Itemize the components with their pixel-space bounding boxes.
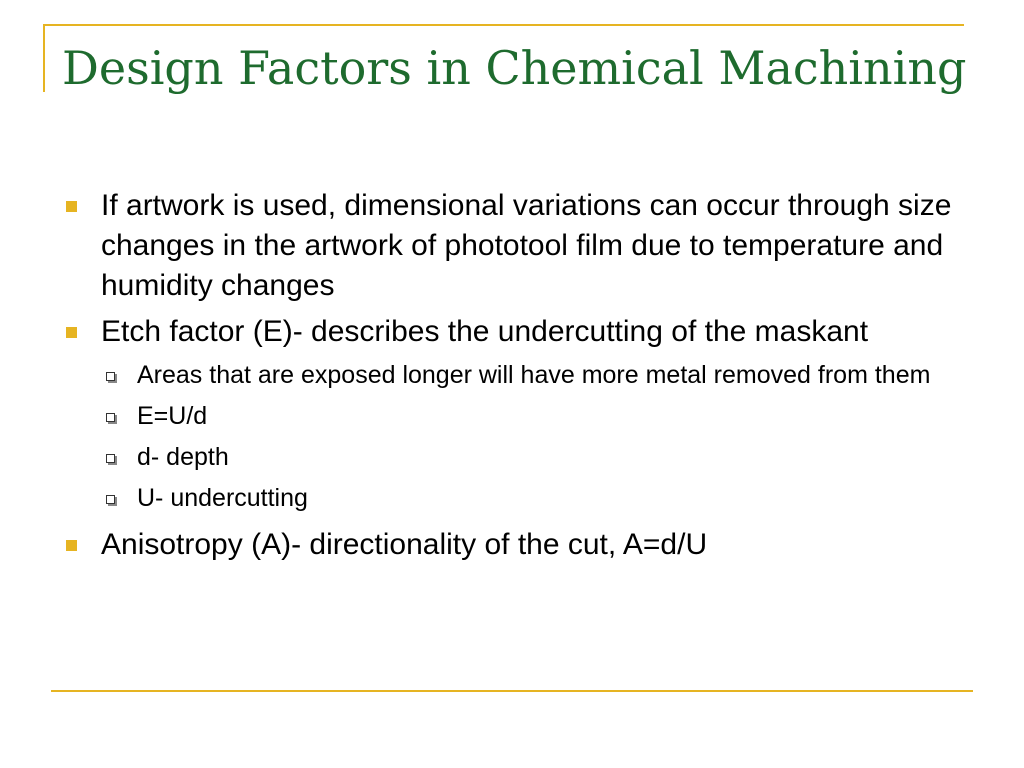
sub-bullet-text: U- undercutting — [137, 484, 308, 512]
hollow-square-bullet-icon — [106, 495, 115, 504]
bullet-item — [62, 525, 962, 565]
sub-bullet-item — [62, 440, 962, 474]
bullet-text: Anisotropy (A)- directionality of the cut, A=d/U — [101, 528, 708, 561]
bullet-item — [62, 186, 962, 306]
frame-left-line — [43, 24, 45, 92]
hollow-square-bullet-icon — [106, 372, 115, 381]
bullet-text: If artwork is used, dimensional variations can occur through size changes in the artwork of phototool film due to temperature and humidity changes — [101, 189, 952, 302]
frame-top-line — [43, 24, 964, 26]
hollow-square-bullet-icon — [106, 413, 115, 422]
slide-title: Design Factors in Chemical Machining — [62, 41, 967, 95]
bullet-text: Etch factor (E)- describes the undercutting of the maskant — [101, 315, 869, 348]
square-bullet-icon — [66, 327, 77, 338]
square-bullet-icon — [66, 540, 77, 551]
bullet-item — [62, 312, 962, 352]
sub-bullet-text: E=U/d — [137, 402, 208, 430]
frame-bottom-line — [51, 690, 973, 692]
square-bullet-icon — [66, 201, 77, 212]
sub-bullet-text: Areas that are exposed longer will have more metal removed from them — [137, 361, 931, 389]
sub-bullet-text: d- depth — [137, 443, 229, 471]
sub-bullet-item — [62, 399, 962, 433]
slide-body — [62, 186, 962, 571]
sub-bullet-item — [62, 358, 962, 392]
hollow-square-bullet-icon — [106, 454, 115, 463]
sub-bullet-item — [62, 481, 962, 515]
